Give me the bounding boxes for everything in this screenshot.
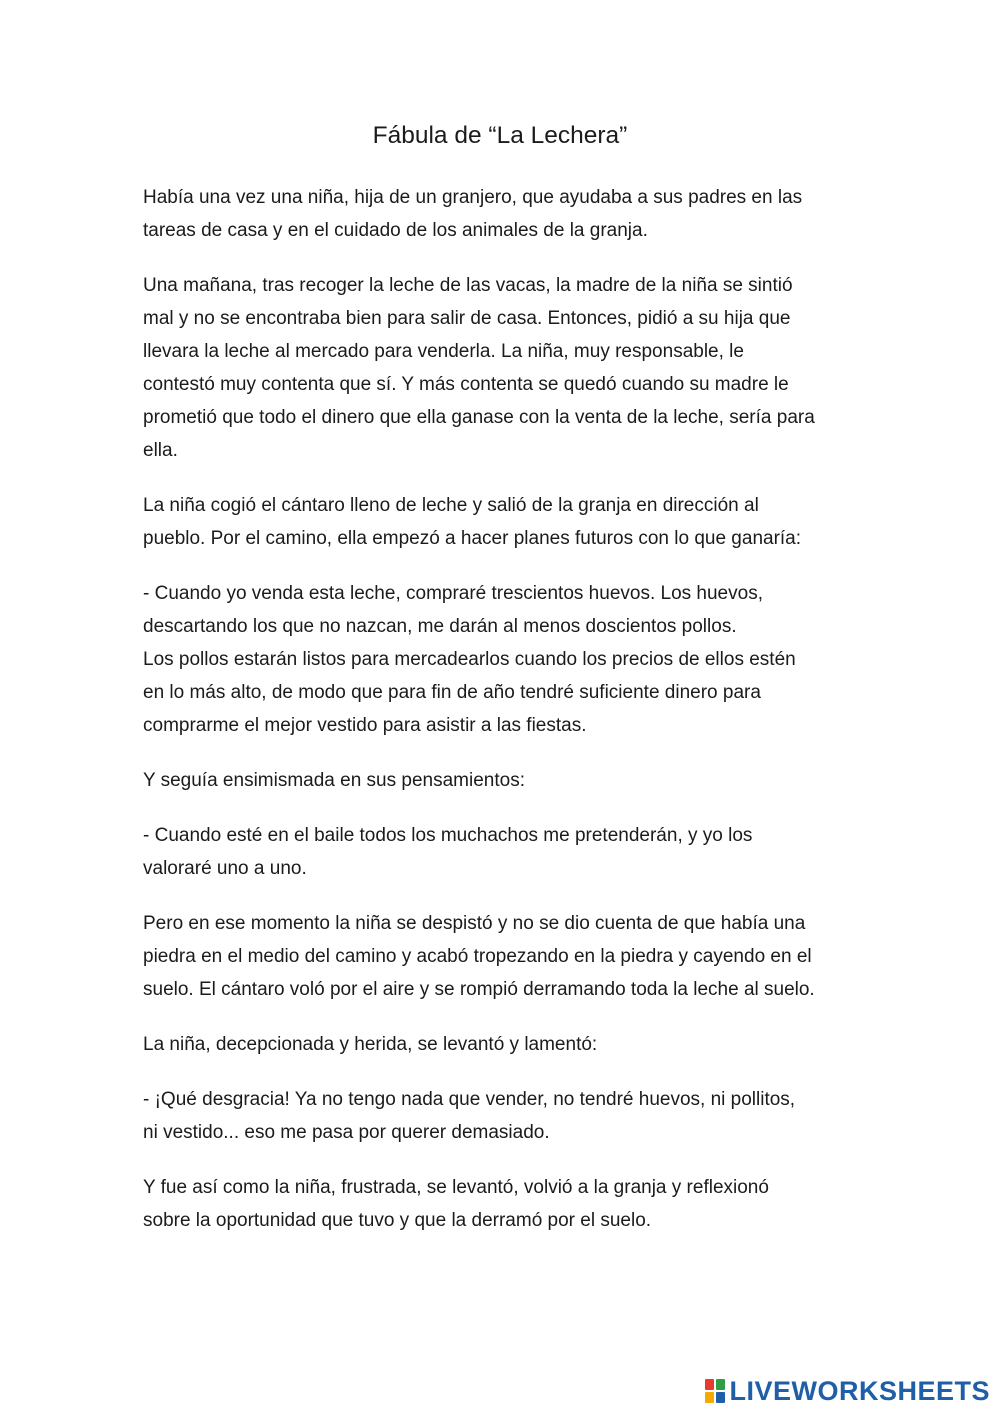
paragraph: Una mañana, tras recoger la leche de las vacas, la madre de la niña se sintió mal y no se encontraba bien para salir de casa. Entonces, pidió a su hija que llevara la leche al mercado para venderla. La niña, muy responsable, le contestó muy contenta que sí. Y más contenta se quedó cuando su madre le prometió que todo el dinero que ella ganase con la venta de la leche, sería para ella. <box>143 275 815 461</box>
paragraph: - Cuando yo venda esta leche, compraré trescientos huevos. Los huevos, descartando los que no nazcan, me darán al menos doscientos pollos. Los pollos estarán listos para mercadearlos cuando los precios de ellos estén en lo más alto, de modo que para fin de año tendré suficiente dinero para comprarme el mejor vestido para asistir a las fiestas. <box>143 583 796 736</box>
logo-mark-tile <box>705 1379 714 1390</box>
paragraph: Pero en ese momento la niña se despistó y no se dio cuenta de que había una piedra en el medio del camino y acabó tropezando en la piedra y cayendo en el suelo. El cántaro voló por el aire y se rompió derramando toda la leche al suelo. <box>143 913 815 1000</box>
paragraph: La niña cogió el cántaro lleno de leche y salió de la granja en dirección al pueblo. Por el camino, ella empezó a hacer planes futuros con lo que ganaría: <box>143 495 802 549</box>
paragraph: - Cuando esté en el baile todos los muchachos me pretenderán, y yo los valoraré uno a uno. <box>143 825 753 879</box>
paragraph: Y seguía ensimismada en sus pensamientos: <box>143 770 525 791</box>
logo-text: LIVEWORKSHEETS <box>729 1376 990 1406</box>
logo-mark-tile <box>716 1379 725 1390</box>
paragraph: - ¡Qué desgracia! Ya no tengo nada que vender, no tendré huevos, ni pollitos, ni vestido... eso me pasa por querer demasiado. <box>143 1089 796 1143</box>
logo-mark-tile <box>716 1392 725 1403</box>
page-title: Fábula de “La Lechera” <box>372 122 628 149</box>
logo-mark-tile <box>705 1392 714 1403</box>
logo-mark-icon <box>705 1379 725 1403</box>
story-body <box>143 181 868 1259</box>
liveworksheets-logo <box>705 1378 990 1404</box>
paragraph: Y fue así como la niña, frustrada, se levantó, volvió a la granja y reflexionó sobre la oportunidad que tuvo y que la derramó por el suelo. <box>143 1177 769 1231</box>
paragraph: La niña, decepcionada y herida, se levantó y lamentó: <box>143 1034 598 1055</box>
paragraph: Había una vez una niña, hija de un granjero, que ayudaba a sus padres en las tareas de casa y en el cuidado de los animales de la granja. <box>143 187 803 241</box>
